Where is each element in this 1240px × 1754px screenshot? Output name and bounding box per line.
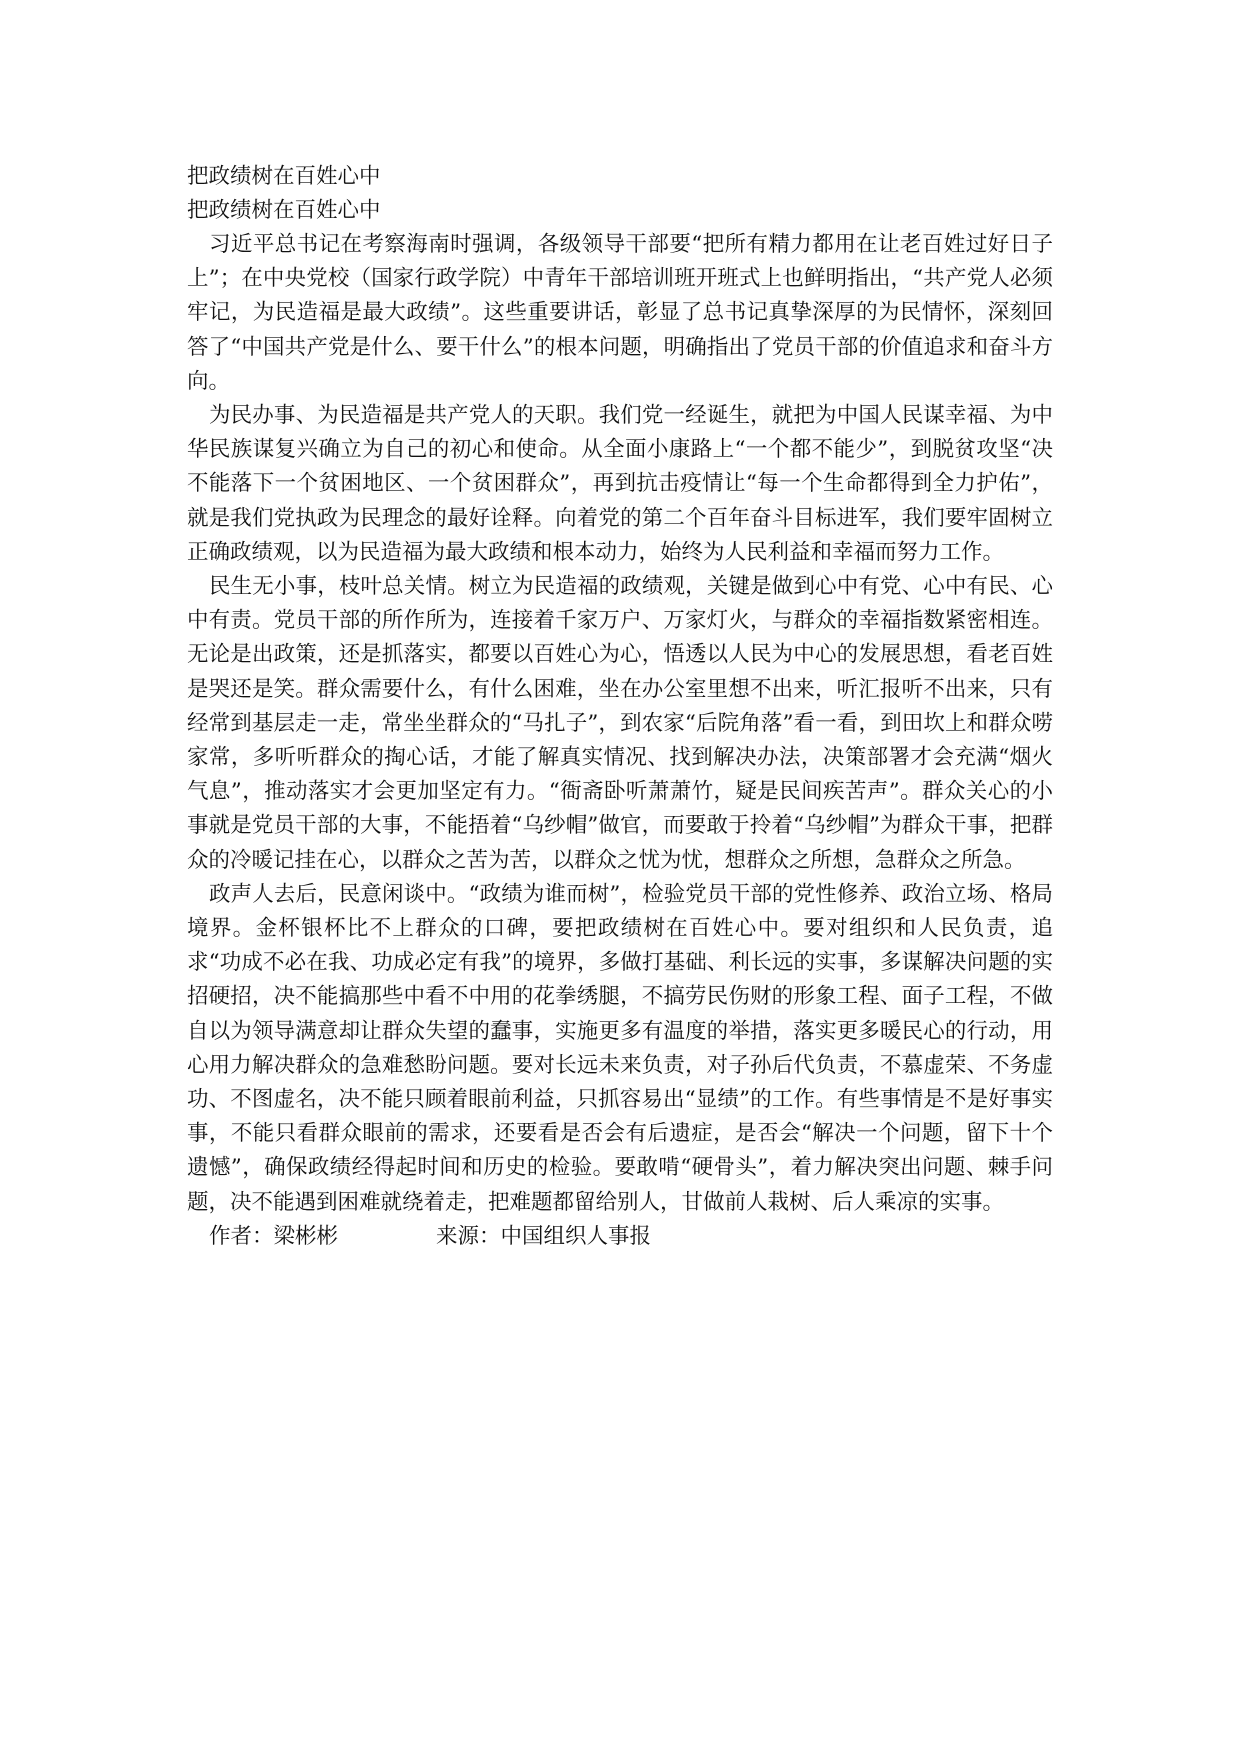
body-paragraph-4: 政声人去后，民意闲谈中。“政绩为谁而树”，检验党员干部的党性修养、政治立场、格局境界。金杯银杯比不上群众的口碑，要把政绩树在百姓心中。要对组织和人民负责，追求“功成不必在我、功成必定有我”的境界，多做打基础、利长远的实事，多谋解决问题的实招硬招，决不能搞那些中看不中用的花拳绣腿，不搞劳民伤财的形象工程、面子工程，不做自以为领导满意却让群众失望的蠢事，实施更多有温度的举措，落实更多暖民心的行动，用心用力解决群众的急难愁盼问题。要对长远未来负责，对子孙后代负责，不慕虚荣、不务虚功、不图虚名，决不能只顾着眼前利益，只抓容易出“显绩”的工作。有些事情是不是好事实事，不能只看群众眼前的需求，还要看是否会有后遗症，是否会“解决一个问题，留下十个遗憾”，确保政绩经得起时间和历史的检验。要敢啃“硬骨头”，着力解决突出问题、棘手问题，决不能遇到困难就绕着走，把难题都留给别人，甘做前人栽树、后人乘凉的实事。 bbox=[187, 881, 1053, 1215]
body-paragraph-1: 习近平总书记在考察海南时强调，各级领导干部要“把所有精力都用在让老百姓过好日子上”；在中央党校（国家行政学院）中青年干部培训班开班式上也鲜明指出，“共产党人必须牢记，为民造福是最大政绩”。这些重要讲话，彰显了总书记真挚深厚的为民情怀，深刻回答了“中国共产党是什么、要干什么”的根本问题，明确指出了党员干部的价值追求和奋斗方向。 bbox=[187, 232, 1053, 394]
document-title: 把政绩树在百姓心中 bbox=[187, 164, 381, 189]
document-subtitle: 把政绩树在百姓心中 bbox=[187, 198, 381, 223]
document-page bbox=[187, 160, 1053, 1254]
source-credit: 来源：中国组织人事报 bbox=[436, 1223, 652, 1249]
author-credit: 作者：梁彬彬 bbox=[209, 1223, 339, 1249]
body-paragraph-3: 民生无小事，枝叶总关情。树立为民造福的政绩观，关键是做到心中有党、心中有民、心中有责。党员干部的所作所为，连接着千家万户、万家灯火，与群众的幸福指数紧密相连。无论是出政策，还是抓落实，都要以百姓心为心，悟透以人民为中心的发展思想，看老百姓是哭还是笑。群众需要什么，有什么困难，坐在办公室里想不出来，听汇报听不出来，只有经常到基层走一走，常坐坐群众的“马扎子”，到农家“后院角落”看一看，到田坎上和群众唠家常，多听听群众的掏心话，才能了解真实情况、找到解决办法，决策部署才会充满“烟火气息”，推动落实才会更加坚定有力。“衙斋卧听萧萧竹，疑是民间疾苦声”。群众关心的小事就是党员干部的大事，不能捂着“乌纱帽”做官，而要敢于拎着“乌纱帽”为群众干事，把群众的冷暖记挂在心，以群众之苦为苦，以群众之忧为忧，想群众之所想，急群众之所急。 bbox=[187, 574, 1053, 873]
body-paragraph-2: 为民办事、为民造福是共产党人的天职。我们党一经诞生，就把为中国人民谋幸福、为中华民族谋复兴确立为自己的初心和使命。从全面小康路上“一个都不能少”，到脱贫攻坚“决不能落下一个贫困地区、一个贫困群众”，再到抗击疫情让“每一个生命都得到全力护佑”，就是我们党执政为民理念的最好诠释。向着党的第二个百年奋斗目标进军，我们要牢固树立正确政绩观，以为民造福为最大政绩和根本动力，始终为人民利益和幸福而努力工作。 bbox=[187, 403, 1053, 565]
byline bbox=[187, 1220, 1053, 1254]
